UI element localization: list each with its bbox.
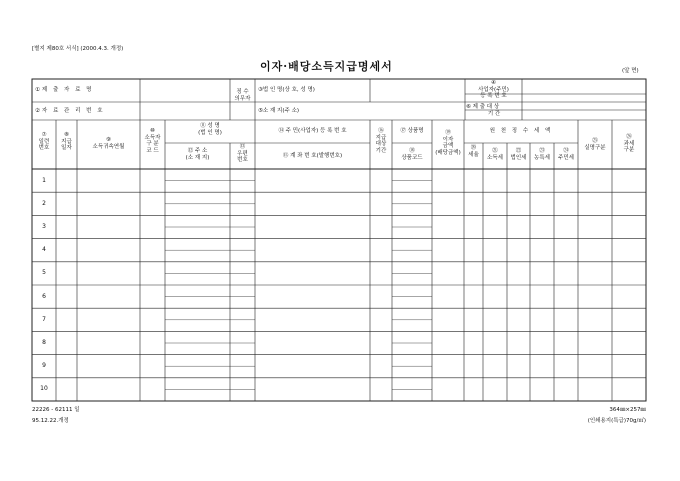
- col-account-no: ⑮ 계 좌 번 호(발행번호): [282, 152, 343, 159]
- page-side-label: (앞 면): [622, 68, 639, 74]
- col-pay-period: ⑯ 지급 대상 기간: [375, 128, 387, 154]
- col-product-name: ⑰ 상품명: [400, 128, 424, 135]
- col-income-code: ⑩ 소득자 구 분 코 드: [144, 128, 161, 154]
- row-number: 3: [42, 223, 46, 230]
- col-recipient-reg-no: ⑭ 주 민(사업자) 등 록 번 호: [278, 128, 347, 135]
- footer-revised: 95.12.22.개정: [32, 418, 69, 424]
- col-rural-tax: ㉓ 농특세: [534, 148, 550, 161]
- footer-size: 364㎜×257㎜: [609, 407, 646, 413]
- row-number: 6: [42, 292, 46, 300]
- corp-name-label: ③법 인 명(상 호, 성 명): [258, 87, 315, 94]
- payer-name-label: ①제 출 자 료 명: [35, 87, 94, 94]
- row-number: 10: [40, 385, 48, 393]
- col-income-tax: ㉑ 소득세: [487, 148, 503, 161]
- col-amount: ⑲ 이자 금액 (배당금액): [435, 130, 461, 156]
- mgmt-no-label: ②자 료 관 리 번 호: [35, 107, 105, 114]
- row-number: 1: [42, 176, 46, 184]
- col-tax-type: ㉖ 과세 구분: [623, 134, 635, 153]
- footer-paper: (인쇄용지(특급)70g/㎡): [587, 418, 646, 424]
- mgmt-no-field[interactable]: [140, 102, 230, 120]
- col-resident-tax: ㉔ 주민세: [558, 148, 574, 161]
- col-real-name-type: ㉕ 실명구분: [584, 138, 606, 151]
- row-number: 8: [42, 339, 46, 346]
- form-reference: [별지 제80호 서식] (2000.4.3. 개정): [32, 46, 124, 52]
- withholding-obligor-label: 징 수 의무자: [234, 89, 251, 102]
- col-income-type: ⑨ 소득귀속연월: [92, 137, 125, 150]
- col-serial-no: ⑦ 일련 번호: [38, 132, 50, 151]
- business-reg-no-field[interactable]: [522, 79, 646, 110]
- col-recipient-address: ⑫ 주 소 (소 재 지): [185, 148, 210, 161]
- target-period-label: ⑥ 제 출 대 상 기 간: [466, 104, 501, 117]
- col-pay-date: ⑧ 지급 일자: [61, 132, 72, 151]
- corp-name-field[interactable]: [370, 79, 465, 102]
- footer-code: 22226 - 62111 일: [32, 407, 80, 413]
- col-tax-rate: ⑳ 세율: [468, 145, 479, 158]
- row-number: 9: [42, 362, 46, 370]
- col-corp-tax: ㉒ 법인세: [510, 148, 527, 161]
- row-number: 2: [42, 199, 46, 207]
- col-withholding-tax: 원 천 징 수 세 액: [489, 128, 553, 135]
- row-number: 5: [42, 269, 46, 277]
- col-recipient-name: ⑪ 성 명 (법 인 명): [198, 123, 222, 136]
- page-title: 이자·배당소득지급명세서: [260, 60, 393, 73]
- row-number: 7: [42, 315, 46, 323]
- col-zip-code: ⑬ 우편 번호: [237, 144, 248, 163]
- target-period-field[interactable]: [522, 110, 646, 120]
- col-product-code: ⑱ 상품코드: [401, 148, 423, 161]
- payer-name-field[interactable]: [140, 79, 230, 102]
- business-reg-no-label: ④ 사업자(주민) 등 록 번 호: [478, 80, 509, 99]
- address-field[interactable]: [370, 102, 465, 120]
- address-label: ⑤소 재 지(주 소): [258, 107, 300, 114]
- row-number: 4: [42, 246, 46, 254]
